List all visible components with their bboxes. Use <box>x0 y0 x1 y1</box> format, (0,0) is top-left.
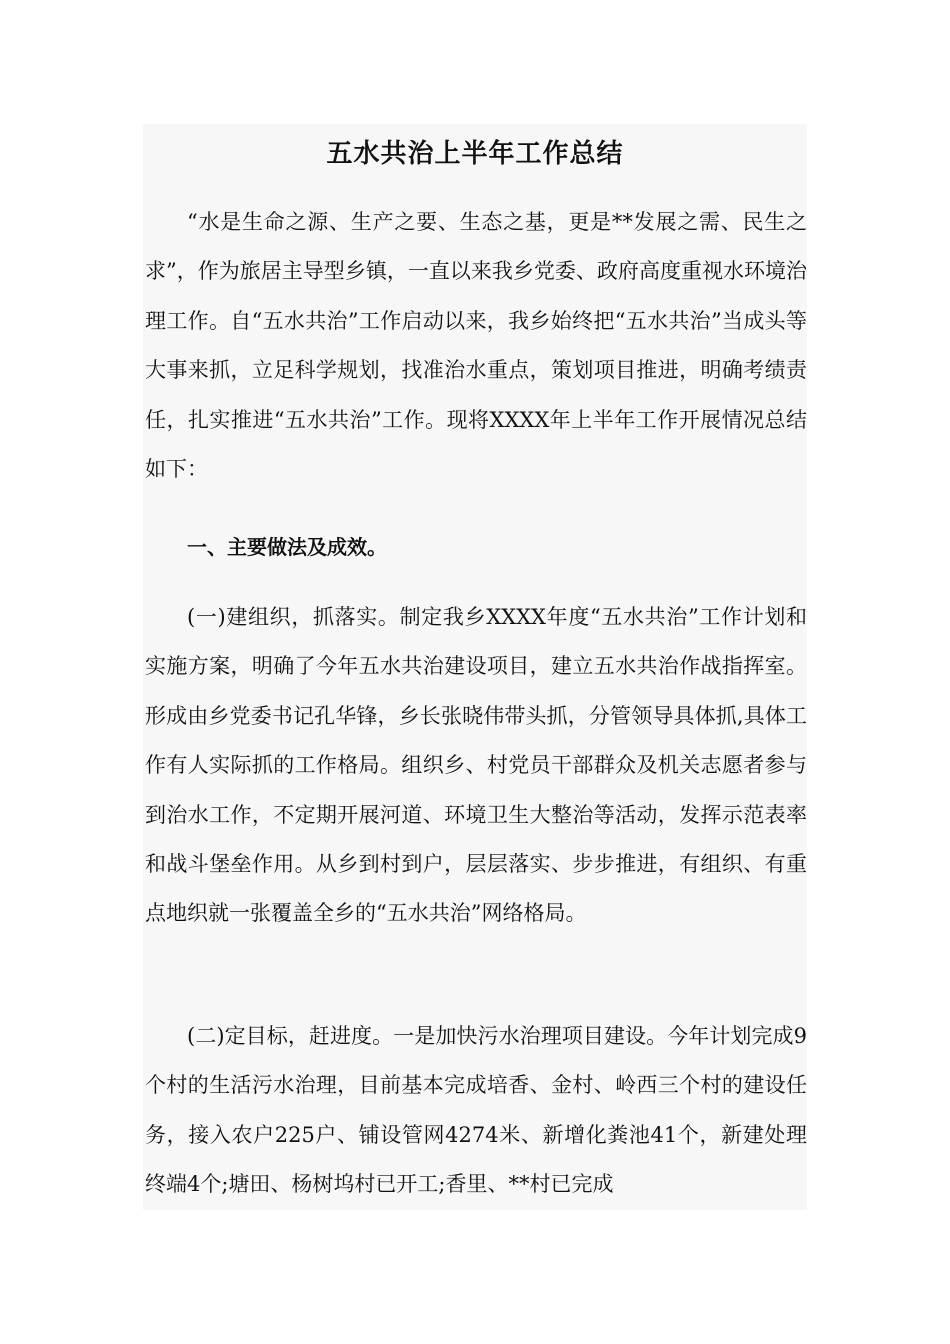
document-title: 五水共治上半年工作总结 <box>326 139 624 169</box>
section-heading: 一、主要做法及成效。 <box>187 535 387 559</box>
body-paragraph-2: (二)定目标，赶进度。一是加快污水治理项目建设。今年计划完成9个村的生活污水治理，目前基本完成培香、金村、岭西三个村的建设任务，接入农户225户、铺设管网4274米、新增化粪池41个，新建处理终端4个;塘田、杨树坞村已开工;香里、**村已完成 <box>145 1024 807 1197</box>
intro-paragraph: “水是生命之源、生产之要、生态之基，更是**发展之需、民生之求”，作为旅居主导型乡镇，一直以来我乡党委、政府高度重视水环境治理工作。自“五水共治”工作启动以来，我乡始终把“五水共治”当成头等大事来抓，立足科学规划，找准治水重点，策划项目推进，明确考绩责任，扎实推进“五水共治”工作。现将XXXX年上半年工作开展情况总结如下： <box>145 210 807 482</box>
body-paragraph-1: (一)建组织，抓落实。制定我乡XXXX年度“五水共治”工作计划和实施方案，明确了今年五水共治建设项目，建立五水共治作战指挥室。形成由乡党委书记孔华锋，乡长张晓伟带头抓，分管领导具体抓,具体工作有人实际抓的工作格局。组织乡、村党员干部群众及机关志愿者参与到治水工作，不定期开展河道、环境卫生大整治等活动，发挥示范表率和战斗堡垒作用。从乡到村到户，层层落实、步步推进，有组织、有重点地织就一张覆盖全乡的“五水共治”网络格局。 <box>145 605 807 926</box>
